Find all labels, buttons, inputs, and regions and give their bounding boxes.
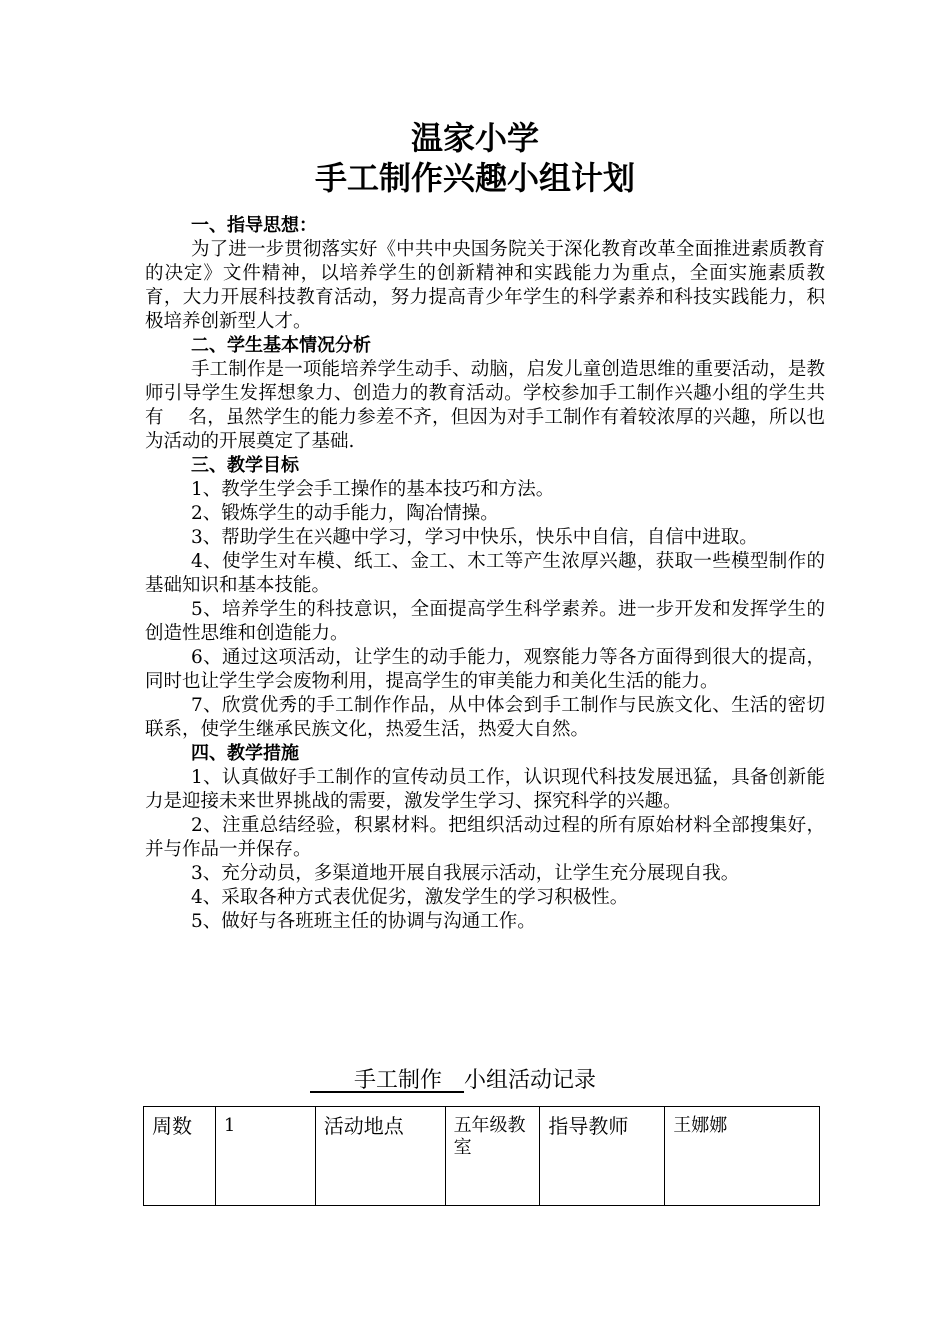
goal-item: 5、培养学生的科技意识，全面提高学生科学素养。进一步开发和发挥学生的创造性思维和创造能力。	[145, 599, 825, 644]
measure-item: 5、做好与各班班主任的协调与沟通工作。	[191, 911, 536, 932]
measure-item: 2、注重总结经验，积累材料。把组织活动过程的所有原始材料全部搜集好，并与作品一并保存。	[145, 815, 825, 860]
section-heading-measures: 四、教学措施	[191, 743, 299, 764]
plan-body	[145, 214, 825, 934]
table-row	[144, 1107, 820, 1206]
goal-item: 7、欣赏优秀的手工制作作品，从中体会到手工制作与民族文化、生活的密切联系，使学生继承民族文化，热爱生活，热爱大自然。	[145, 695, 825, 740]
week-value-cell: 1	[215, 1107, 315, 1206]
location-value-cell: 五年级教室	[445, 1107, 540, 1206]
activity-record-title	[310, 1066, 596, 1096]
measure-item: 4、采取各种方式表优促劣，激发学生的学习积极性。	[191, 887, 629, 908]
guiding-paragraph: 为了进一步贯彻落实好《中共中央国务院关于深化教育改革全面推进素质教育的决定》文件精神，以培养学生的创新精神和实践能力为重点，全面实施素质教育，大力开展科技教育活动，努力提高青少年学生的科学素养和科技实践能力，积极培养创新型人才。	[145, 239, 825, 332]
section-heading-guiding: 一、指导思想：	[191, 215, 317, 236]
goal-item: 1、教学生学会手工操作的基本技巧和方法。	[191, 479, 555, 500]
goal-item: 3、帮助学生在兴趣中学习，学习中快乐，快乐中自信，自信中进取。	[191, 527, 758, 548]
goal-item: 2、锻炼学生的动手能力，陶冶情操。	[191, 503, 499, 524]
students-paragraph: 手工制作是一项能培养学生动手、动脑，启发儿童创造思维的重要活动，是教师引导学生发挥想象力、创造力的教育活动。学校参加手工制作兴趣小组的学生共有 名，虽然学生的能力参差不齐，但因为对手工制作有着较浓厚的兴趣，所以也为活动的开展奠定了基础.	[145, 359, 825, 452]
record-title-rest: 小组活动记录	[464, 1068, 597, 1093]
plan-title: 手工制作兴趣小组计划	[314, 159, 635, 197]
measure-item: 3、充分动员，多渠道地开展自我展示活动，让学生充分展现自我。	[191, 863, 740, 884]
section-heading-goals: 三、教学目标	[191, 455, 299, 476]
teacher-value-cell: 王娜娜	[665, 1107, 820, 1206]
section-heading-students: 二、学生基本情况分析	[191, 335, 371, 356]
goal-item: 6、通过这项活动，让学生的动手能力，观察能力等各方面得到很大的提高，同时也让学生学会废物利用，提高学生的审美能力和美化生活的能力。	[145, 647, 825, 692]
record-title-underlined: 手工制作	[310, 1068, 465, 1093]
measure-item: 1、认真做好手工制作的宣传动员工作，认识现代科技发展迅猛，具备创新能力是迎接未来世界挑战的需要，激发学生学习、探究科学的兴趣。	[145, 767, 825, 812]
teacher-label-cell: 指导教师	[540, 1107, 665, 1206]
activity-record-table	[143, 1106, 820, 1206]
location-label-cell: 活动地点	[315, 1107, 445, 1206]
week-label-cell: 周数	[144, 1107, 216, 1206]
school-name: 温家小学	[410, 119, 539, 157]
goal-item: 4、使学生对车模、纸工、金工、木工等产生浓厚兴趣，获取一些模型制作的基础知识和基本技能。	[145, 551, 825, 596]
